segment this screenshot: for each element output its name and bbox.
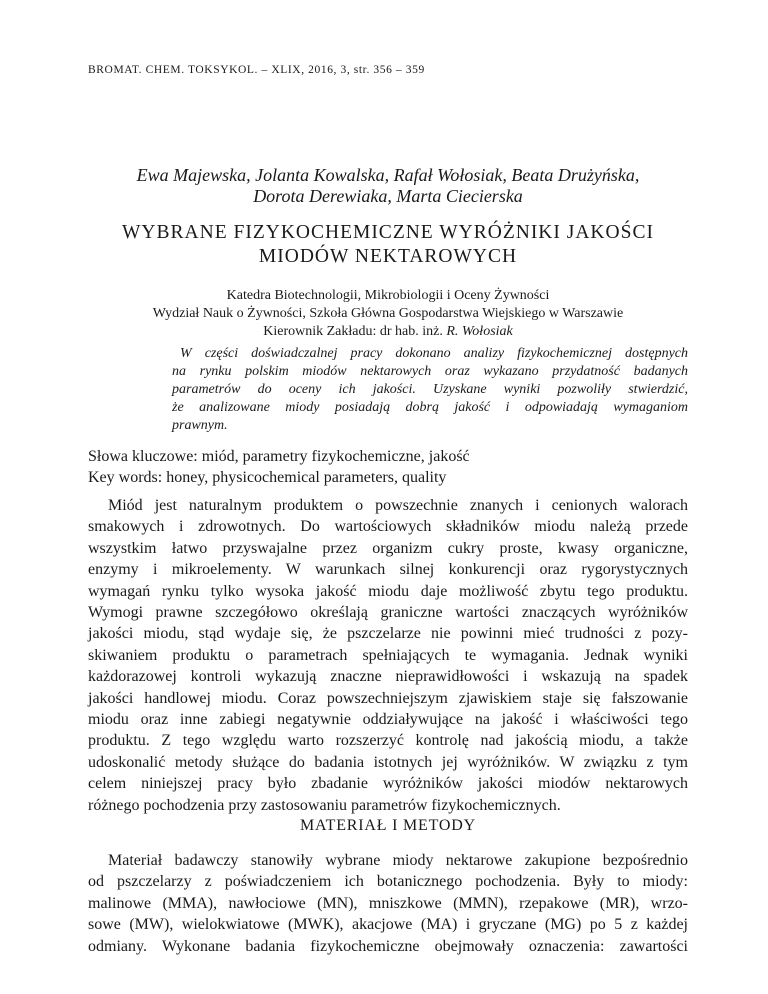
keywords	[88, 446, 688, 488]
body-line: jakości handlowej miodu. Coraz powszechniejszym zjawiskiem staje się fałszowanie	[88, 689, 688, 707]
body-line: udoskonalić metody służące do badania istotnych jej wyróżników. W związku z tym	[88, 753, 688, 771]
methods-paragraph	[88, 850, 688, 957]
title-line: MIODÓW NEKTAROWYCH	[258, 246, 518, 267]
affiliation-line: Katedra Biotechnologii, Mikrobiologii i Oceny Żywności	[226, 288, 550, 303]
keywords-pl: Słowa kluczowe: miód, parametry fizykochemiczne, jakość	[88, 448, 470, 465]
abstract-line: W części doświadczalnej pracy dokonano analizy fizykochemicznej dostępnych	[180, 346, 688, 361]
article-title	[88, 221, 688, 269]
body-line: wszystkim łatwo przyswajalne przez organizm cukry proste, kwasy organiczne,	[88, 539, 688, 557]
head-of-department	[88, 323, 688, 341]
body-line: od pszczelarzy z poświadczeniem ich botanicznego pochodzenia. Były to miody:	[88, 873, 688, 891]
affiliation-line: Wydział Nauk o Żywności, Szkoła Główna Gospodarstwa Wiejskiego w Warszawie	[152, 306, 624, 321]
head-label: Kierownik Zakładu: dr hab. inż.	[263, 324, 447, 339]
abstract-line: że analizowane miody posiadają dobrą jakość i odpowiadają wymaganiom	[172, 400, 688, 415]
authors	[88, 165, 688, 207]
body-line: Miód jest naturalnym produktem o powszechnie znanych i cenionych walorach	[108, 497, 688, 514]
body-line: skiwaniem produktu o parametrach spełniających te wymagania. Jednak wyniki	[88, 646, 688, 664]
body-line: Materiał badawczy stanowiły wybrane miody nektarowe zakupione bezpośrednio	[108, 852, 688, 869]
body-line: produktu. Z tego względu warto rozszerzyć kontrolę nad jakością miodu, a także	[88, 732, 688, 750]
abstract-line: parametrów do oceny ich jakości. Uzyskane wyniki pozwoliły stwierdzić,	[172, 382, 688, 397]
body-line: każdorazowej kontroli wykazują znaczne nieprawidłowości i wskazują na spadek	[88, 668, 688, 686]
body-line: miodu oraz inne zabiegi negatywnie oddziaływujące na jakość i właściwości tego	[88, 711, 688, 729]
body-line: smakowych i zdrowotnych. Do wartościowych składników miodu należą przede	[88, 518, 688, 536]
head-name: R. Wołosiak	[446, 324, 513, 339]
affiliation	[88, 287, 688, 341]
body-line: jakości miodu, stąd wydaje się, że pszczelarze nie powinni mieć trudności z pozy-	[88, 625, 688, 643]
body-line: różnego pochodzenia przy zastosowaniu parametrów fizykochemicznych.	[88, 796, 561, 814]
body-line: celem niniejszej pracy było zbadanie wyróżników jakości miodów nektarowych	[88, 775, 688, 793]
authors-line: Dorota Derewiaka, Marta Ciecierska	[253, 186, 523, 206]
abstract	[172, 345, 688, 435]
body-line: wymagań rynku tylko wysoka jakość miodu daje możliwość zbytu tego produktu.	[88, 582, 688, 600]
title-line: WYBRANE FIZYKOCHEMICZNE WYRÓŻNIKI JAKOŚCI	[122, 222, 654, 243]
introduction-paragraph	[88, 495, 688, 816]
body-line: enzymy i mikroelementy. W warunkach silnej konkurencji oraz rygorystycznych	[88, 561, 688, 579]
abstract-line: na rynku polskim miodów nektarowych oraz wykazano przydatność badanych	[172, 364, 688, 379]
abstract-line: prawnym.	[172, 418, 228, 433]
journal-header: BROMAT. CHEM. TOKSYKOL. – XLIX, 2016, 3, str. 356 – 359	[88, 64, 425, 76]
body-line: odmiany. Wykonane badania fizykochemiczne obejmowały oznaczenia: zawartości	[88, 937, 688, 955]
authors-line: Ewa Majewska, Jolanta Kowalska, Rafał Wołosiak, Beata Drużyńska,	[136, 165, 640, 185]
keywords-en: Key words: honey, physicochemical parameters, quality	[88, 469, 447, 486]
body-line: sowe (MW), wielokwiatowe (MWK), akacjowe (MA) i gryczane (MG) po 5 z każdej	[88, 916, 688, 934]
body-line: Wymogi prawne szczegółowo określają graniczne wartości znaczących wyróżników	[88, 604, 688, 622]
section-heading: MATERIAŁ I METODY	[300, 817, 476, 834]
body-line: malinowe (MMA), nawłociowe (MN), mniszkowe (MMN), rzepakowe (MR), wrzo-	[88, 894, 688, 912]
